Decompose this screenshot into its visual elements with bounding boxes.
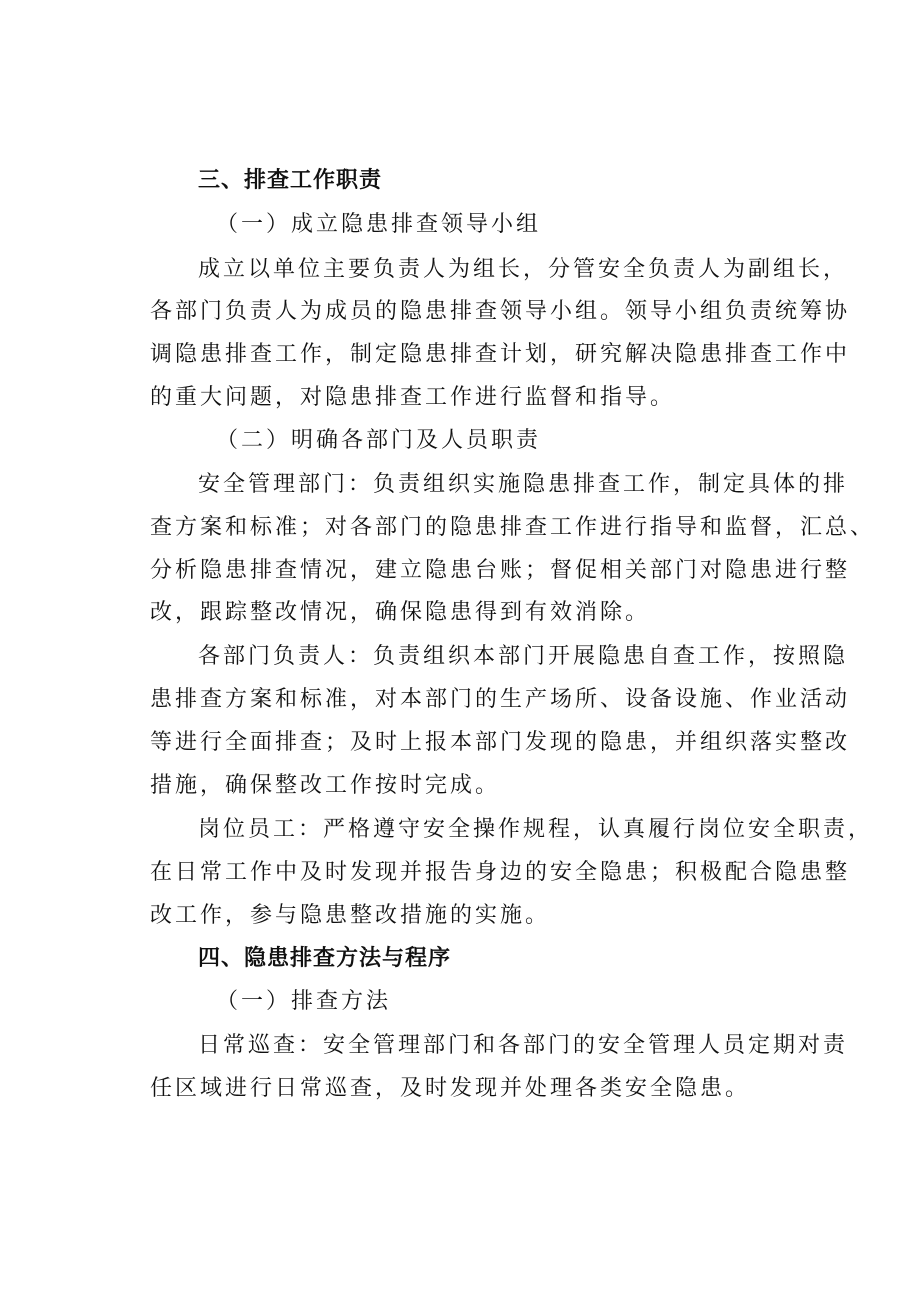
paragraph-line: 改工作，参与隐患整改措施的实施。 — [150, 903, 551, 928]
section-4-1-subheading: （一）排查方法 — [216, 989, 392, 1014]
section-3-heading: 三、排查工作职责 — [198, 168, 383, 193]
section-4-heading: 四、隐患排查方法与程序 — [198, 946, 452, 971]
paragraph-line: 查方案和标准；对各部门的隐患排查工作进行指导和监督，汇总、 — [150, 515, 876, 540]
paragraph-line: 各部门负责人为成员的隐患排查领导小组。领导小组负责统筹协 — [150, 299, 851, 324]
paragraph-line: 调隐患排查工作，制定隐患排查计划，研究解决隐患排查工作中 — [150, 342, 851, 367]
paragraph-line: 分析隐患排查情况，建立隐患台账；督促相关部门对隐患进行整 — [150, 558, 851, 583]
paragraph-line: 安全管理部门：负责组织实施隐患排查工作，制定具体的排 — [198, 472, 849, 497]
paragraph-line: 患排查方案和标准，对本部门的生产场所、设备设施、作业活动 — [150, 687, 851, 712]
paragraph-line: 任区域进行日常巡查，及时发现并处理各类安全隐患。 — [150, 1076, 751, 1101]
section-3-2-subheading: （二）明确各部门及人员职责 — [216, 428, 542, 453]
paragraph-line: 各部门负责人：负责组织本部门开展隐患自查工作，按照隐 — [198, 644, 849, 669]
paragraph-line: 岗位员工：严格遵守安全操作规程，认真履行岗位安全职责， — [198, 817, 874, 842]
paragraph-line: 等进行全面排查；及时上报本部门发现的隐患，并组织落实整改 — [150, 730, 851, 755]
paragraph-line: 措施，确保整改工作按时完成。 — [150, 773, 501, 798]
paragraph-line: 的重大问题，对隐患排查工作进行监督和指导。 — [150, 385, 676, 410]
paragraph-line: 成立以单位主要负责人为组长，分管安全负责人为副组长， — [198, 257, 849, 282]
paragraph-line: 在日常工作中及时发现并报告身边的安全隐患；积极配合隐患整 — [150, 860, 851, 885]
section-3-1-subheading: （一）成立隐患排查领导小组 — [216, 212, 542, 237]
paragraph-line: 改，跟踪整改情况，确保隐患得到有效消除。 — [150, 600, 651, 625]
paragraph-line: 日常巡查：安全管理部门和各部门的安全管理人员定期对责 — [198, 1033, 849, 1058]
